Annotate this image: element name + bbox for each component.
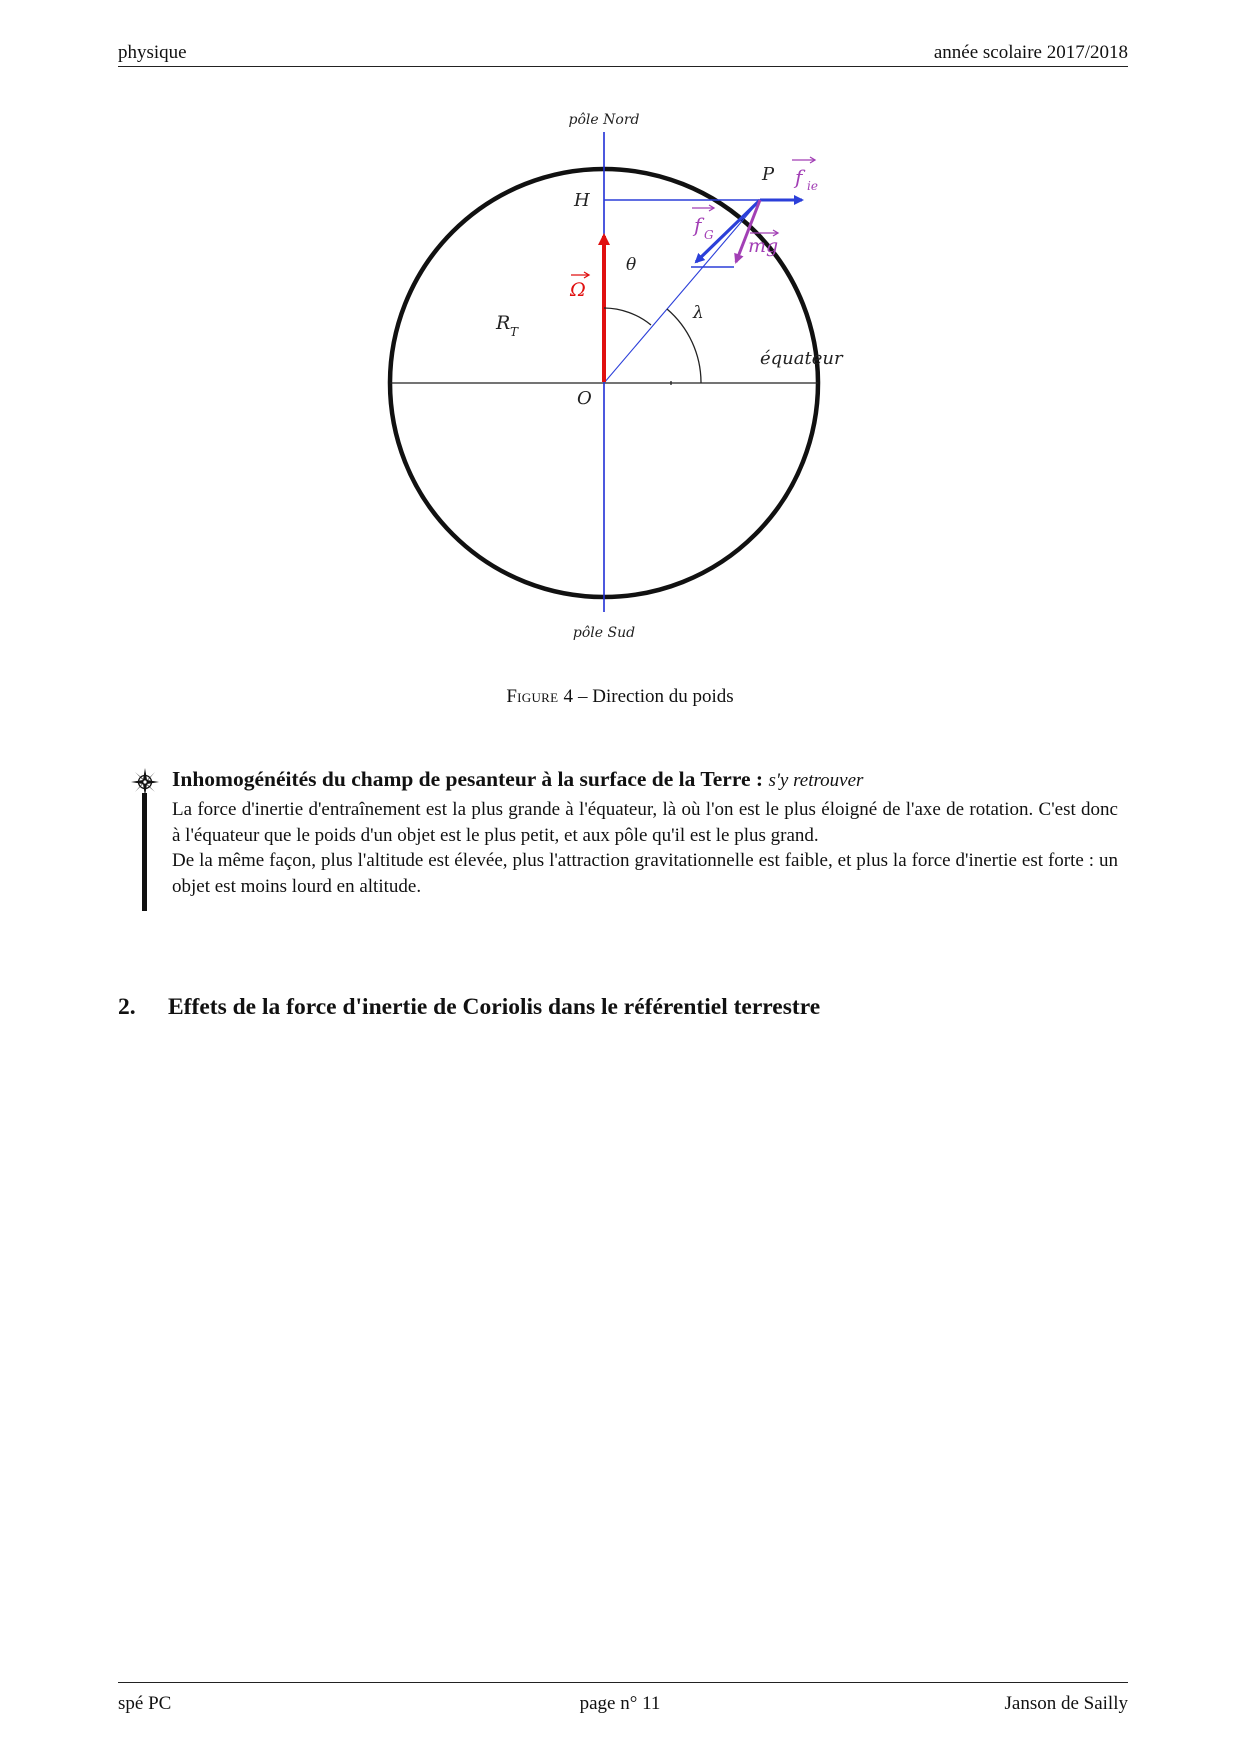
figure-earth-diagram [340, 112, 900, 662]
footer-rule [118, 1682, 1128, 1683]
point-h-label: H [574, 190, 590, 211]
footer-class: spé PC [118, 1693, 172, 1714]
lambda-label: λ [693, 303, 704, 323]
f-g-subscript: G [704, 228, 714, 242]
f-ie-label: f [795, 165, 803, 189]
theta-arc [604, 308, 651, 325]
f-g-label: f [694, 213, 702, 237]
radius-op [604, 200, 760, 383]
section-heading [118, 994, 820, 1021]
mg-label: mg [748, 235, 779, 257]
header-rule [118, 66, 1128, 67]
point-p-label: P [762, 164, 775, 185]
footer-school: Janson de Sailly [1004, 1693, 1128, 1714]
section-title: Effets de la force d'inertie de Coriolis dans le référentiel terrestre [168, 994, 821, 1020]
header-subject: physique [118, 42, 187, 63]
section-number: 2. [118, 994, 136, 1020]
remark-paragraph-1: La force d'inertie d'entraînement est la plus grande à l'équateur, là où l'on est le plus éloigné de l'axe de rotation. C'est donc à l'équateur que le poids d'un objet est le plus petit, et aux pôle qu'il est le plus grand. [172, 799, 1118, 846]
footer-page-number: page n° 11 [579, 1693, 661, 1714]
figure-caption [0, 686, 1240, 708]
figure-caption-prefix: Figure 4 [506, 686, 574, 707]
remark-paragraph-2: De la même façon, plus l'altitude est élevée, plus l'attraction gravitationnelle est faible, et plus la force d'inertie est forte : un objet est moins lourd en altitude. [172, 850, 1118, 897]
remark-box-bar [142, 793, 147, 911]
header-school-year: année scolaire 2017/2018 [933, 42, 1128, 63]
radius-subscript: T [510, 325, 519, 339]
f-ie-subscript: ie [807, 179, 818, 193]
remark-box-tag: s'y retrouver [768, 770, 864, 791]
remark-box-title-text: Inhomogénéités du champ de pesanteur à la surface de la Terre : [172, 767, 764, 791]
north-pole-label: pôle Nord [568, 112, 640, 128]
point-o-label: O [577, 388, 592, 409]
radius-label: R [496, 312, 511, 334]
theta-label: θ [626, 255, 637, 275]
earth-diagram-svg [340, 112, 900, 662]
equator-label: équateur [760, 348, 843, 369]
remark-box-title [172, 767, 863, 792]
figure-caption-text: – Direction du poids [573, 686, 734, 707]
south-pole-label: pôle Sud [572, 625, 636, 641]
omega-label: Ω [570, 279, 586, 301]
remark-box-text [172, 797, 1118, 899]
